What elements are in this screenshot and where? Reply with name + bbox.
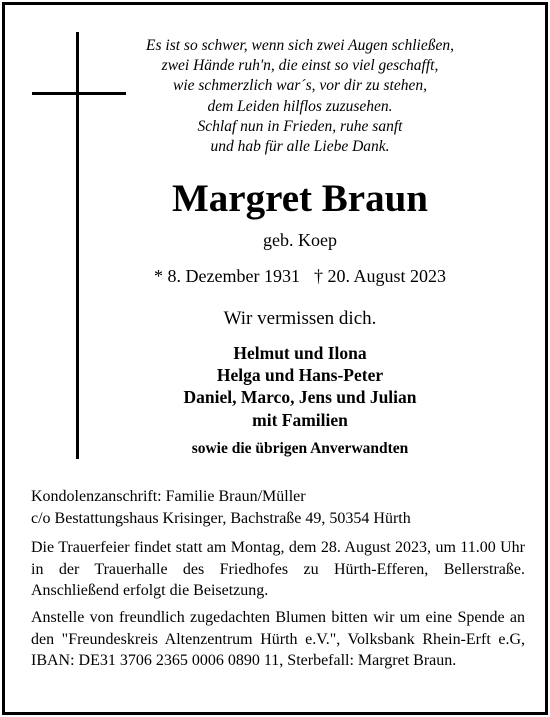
birth-date: * 8. Dezember 1931 <box>154 266 300 286</box>
mourner-line: Daniel, Marco, Jens und Julian <box>183 387 417 408</box>
mourner-line: Helga und Hans-Peter <box>216 365 384 386</box>
cross-icon-bar <box>32 92 126 95</box>
condolence-address <box>31 486 525 529</box>
poem-line: Es ist so schwer, wenn sich zwei Augen schließen, <box>146 37 454 54</box>
other-relatives: sowie die übrigen Anverwandten <box>191 440 409 457</box>
condolence-line: c/o Bestattungshaus Krisinger, Bachstraße 49, 50354 Hürth <box>31 509 411 527</box>
poem <box>135 36 465 157</box>
mourner-line: mit Familien <box>252 409 348 430</box>
obituary-notice <box>2 2 548 715</box>
poem-line: und hab für alle Liebe Dank. <box>210 138 390 156</box>
birth-name: geb. Koep <box>263 230 337 250</box>
life-dates <box>125 265 475 287</box>
donation-paragraph: Anstelle von freundlich zugedachten Blumen bitten wir um eine Spende an den "Freundeskreis Altenzentrum Hürth e.V.", Volksbank Rhein-Erft e.G, IBAN: DE31 3706 2365 0006 0890 11, Sterbefall: Margret Braun. <box>31 609 525 669</box>
ceremony-paragraph: Die Trauerfeier findet statt am Montag, dem 28. August 2023, um 11.00 Uhr in der Trauerhalle des Friedhofes zu Hürth-Efferen, Bellerstraße. Anschließend erfolgt die Beisetzung. <box>31 539 525 599</box>
condolence-line: Kondolenzanschrift: Familie Braun/Müller <box>31 488 306 505</box>
poem-line: Schlaf nun in Frieden, ruhe sanft <box>197 117 403 135</box>
poem-line: dem Leiden hilflos zuzusehen. <box>207 97 393 115</box>
mourner-line: Helmut und Ilona <box>233 343 367 363</box>
death-date: † 20. August 2023 <box>313 266 446 286</box>
poem-line: zwei Hände ruh'n, die einst so viel geschafft, <box>161 57 439 75</box>
poem-line: wie schmerzlich war´s, vor dir zu stehen, <box>172 77 427 95</box>
deceased-name: Margret Braun <box>172 177 428 220</box>
mourners-list <box>125 342 475 431</box>
miss-you-text: Wir vermissen dich. <box>223 308 377 329</box>
cross-icon <box>76 32 79 459</box>
